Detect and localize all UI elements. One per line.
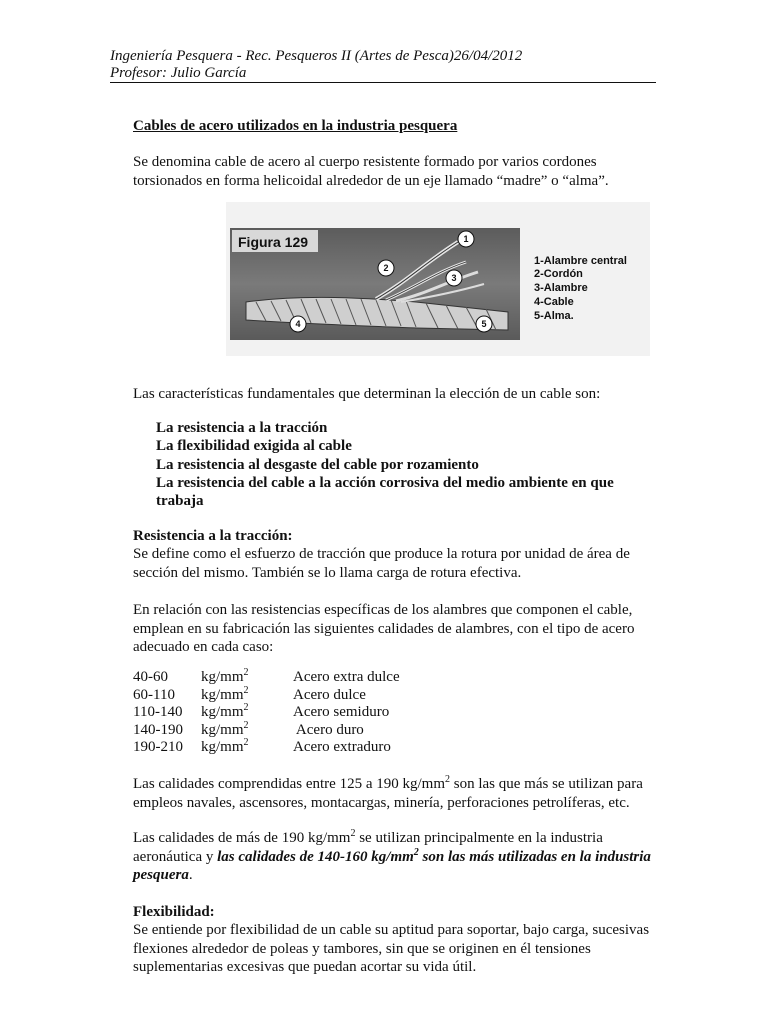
legend-item-3: 3-Alambre (534, 282, 588, 294)
legend-item-4: 4-Cable (534, 296, 574, 308)
wire-rope-illustration (226, 202, 650, 356)
flexibility-heading: Flexibilidad: (133, 904, 215, 920)
section-title: Cables de acero utilizados en la industria pesquera (133, 118, 458, 134)
header-professor: Profesor: Julio García (110, 64, 656, 83)
callout-4: 4 (295, 319, 301, 329)
grade-unit: $kg/mm^2$ (201, 684, 249, 703)
characteristics-list (153, 419, 673, 510)
list-item: La resistencia al desgaste del cable por rozamiento (156, 456, 479, 473)
grade-unit: $kg/mm^2$ (201, 702, 249, 721)
grade-range: 190-210 (133, 739, 183, 756)
list-item: La resistencia del cable a la acción corrosiva del medio ambiente en que trabaja (156, 474, 614, 510)
qualities-paragraph-2: Las calidades de más de 190 $kg/mm^2$ se utilizan principalmente en la industria aeronáutica y las calidades de 140-160 $kg/mm^2$ son las más utilizadas en la industria pesquera. (133, 828, 651, 883)
grade-material: Acero duro (293, 721, 364, 738)
figure-title: Figura 129 (238, 234, 309, 250)
flexibility-definition: Se entiende por flexibilidad de un cable su aptitud para soportar, bajo carga, sucesivas flexiones alrededor de poleas y tambores, sin que se originen en él tensiones suplementarias excesivas que puedan acortar su vida útil. (133, 922, 650, 975)
grade-material: Acero extraduro (293, 739, 391, 756)
grade-range: 110-140 (133, 704, 183, 721)
grade-material: Acero dulce (293, 686, 366, 703)
grade-unit: $kg/mm^2$ (201, 667, 249, 685)
highlight-fishing-industry: las calidades de 140-160 $kg/mm^2$ son las más utilizadas en la industria pesquera (133, 846, 651, 883)
grade-range: 140-190 (133, 721, 183, 738)
qualities-paragraph-1: Las calidades comprendidas entre 125 a 190 $kg/mm^2$ son las que más se utilizan para empleos navales, ascensores, montacargas, minería, perforaciones petrolíferas, etc. (133, 774, 643, 811)
characteristics-intro: Las características fundamentales que determinan la elección de un cable son: (133, 386, 601, 402)
grade-material: Acero extra dulce (293, 669, 400, 685)
callout-1: 1 (463, 234, 469, 244)
legend-item-5: 5-Alma. (534, 310, 574, 322)
traction-heading: Resistencia a la tracción: (133, 528, 293, 544)
legend-item-2: 2-Cordón (534, 268, 583, 280)
grade-unit: $kg/mm^2$ (201, 719, 249, 738)
grade-range: 40-60 (133, 669, 168, 685)
grade-range: 60-110 (133, 686, 175, 703)
wire-rope-figure (226, 202, 650, 356)
grade-unit: $kg/mm^2$ (201, 737, 249, 756)
callout-3: 3 (451, 273, 457, 283)
grade-material: Acero semiduro (293, 704, 390, 721)
list-item: La flexibilidad exigida al cable (156, 438, 352, 455)
legend-item-1: 1-Alambre central (534, 255, 627, 267)
callout-2: 2 (383, 263, 389, 273)
callout-5: 5 (481, 319, 487, 329)
traction-definition: Se define como el esfuerzo de tracción que produce la rotura por unidad de área de sección del mismo. También se lo llama carga de rotura efectiva. (133, 546, 630, 581)
header-course: Ingeniería Pesquera - Rec. Pesqueros II (Artes de Pesca)26/04/2012 (110, 48, 523, 64)
list-item: La resistencia a la tracción (156, 420, 328, 436)
intro-paragraph: Se denomina cable de acero al cuerpo resistente formado por varios cordones torsionados en forma helicoidal alrededor de un eje llamado “madre” o “alma”. (133, 154, 609, 189)
traction-relation: En relación con las resistencias específicas de los alambres que componen el cable, emplean en su fabricación las siguientes calidades de alambres, con el tipo de acero adecuado en cada caso: (133, 602, 635, 655)
